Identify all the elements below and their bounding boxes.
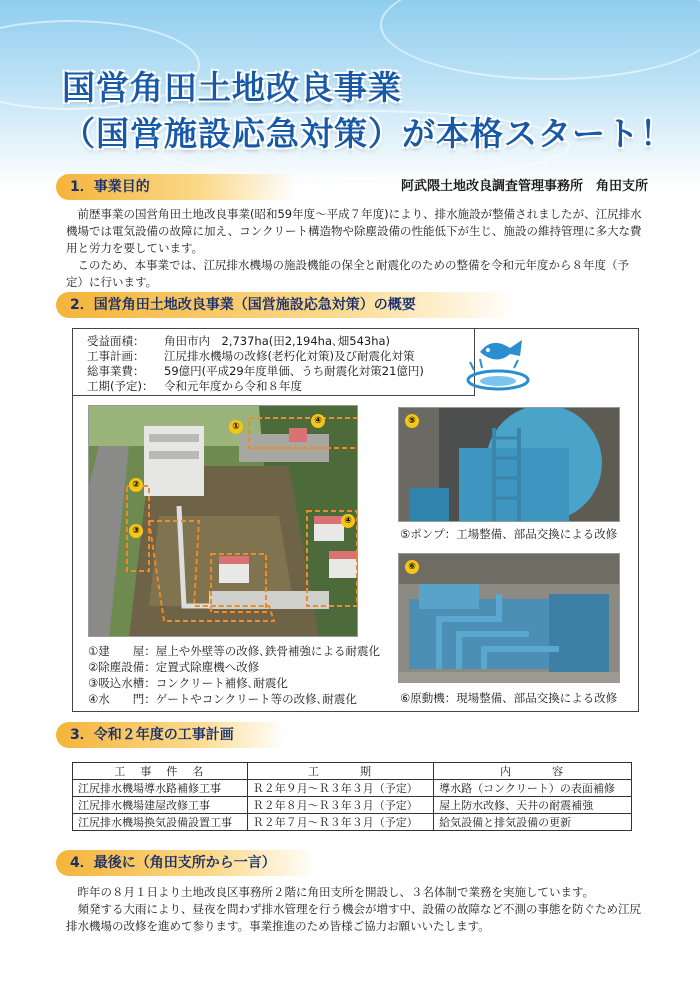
title-line-1: 国営角田土地改良事業 — [62, 68, 402, 107]
column-header-name: 工 事 件 名 — [73, 763, 248, 780]
badge-4b: ④ — [341, 514, 355, 528]
cell-period: Ｒ２年７月～Ｒ３年３月（予定） — [247, 814, 433, 831]
badge-3: ③ — [129, 524, 143, 538]
legend-dust-removal: ②除塵設備：定置式除塵機へ改修 — [88, 660, 260, 674]
info-row-period: 工期(予定)： 令和元年度から令和８年度 — [87, 379, 302, 393]
table-row — [73, 780, 632, 797]
table-row — [73, 797, 632, 814]
badge-2: ② — [129, 478, 143, 492]
section4-body — [66, 884, 646, 935]
section3-heading: 3．令和２年度の工事計画 — [56, 722, 286, 748]
work-plan-table — [72, 762, 632, 831]
section1-paragraph-2: このため、本事業では、江尻排水機場の施設機能の保全と耐震化のための整備を令和元年度から８年度（予定）に行います。 — [66, 258, 630, 289]
fish-splash-icon — [462, 330, 532, 392]
table-row — [73, 814, 632, 831]
cell-name: 江尻排水機場建屋改修工事 — [73, 797, 248, 814]
pump-photo — [398, 407, 620, 522]
info-row-area: 受益面積： 角田市内 2,737ha(田2,194ha､畑543ha) — [87, 334, 391, 348]
column-header-period: 工 期 — [247, 763, 433, 780]
cell-content: 給気設備と排気設備の更新 — [434, 814, 632, 831]
section1-body — [66, 206, 646, 291]
badge-5: ⑤ — [405, 414, 419, 428]
legend-building: ①建 屋：屋上や外壁等の改修､鉄骨補強による耐震化 — [88, 644, 381, 658]
info-row-plan: 工事計画： 江尻排水機場の改修(老朽化対策)及び耐震化対策 — [87, 349, 415, 363]
cell-period: Ｒ２年９月～Ｒ３年３月（予定） — [247, 780, 433, 797]
aerial-photo-pumping-station — [88, 405, 358, 637]
project-info-box — [72, 328, 475, 396]
cell-period: Ｒ２年８月～Ｒ３年３月（予定） — [247, 797, 433, 814]
badge-1: ① — [229, 420, 243, 434]
section1-paragraph-1: 前歴事業の国営角田土地改良事業(昭和59年度～平成７年度)により、排水施設が整備されましたが、江尻排水機場では電気設備の故障に加え、コンクリート構造物や除塵設備の性能低下が生じ、施設の維持管理に多大な費用と労力を要しています。 — [66, 207, 642, 255]
badge-6: ⑥ — [405, 560, 419, 574]
cell-content: 導水路（コンクリート）の表面補修 — [434, 780, 632, 797]
cell-content: 屋上防水改修、天井の耐震補強 — [434, 797, 632, 814]
info-row-cost: 総事業費： 59億円(平成29年度単価、うち耐震化対策21億円) — [87, 364, 424, 378]
badge-4a: ④ — [311, 414, 325, 428]
section4-paragraph-1: 昨年の８月１日より土地改良区事務所２階に角田支所を開設し、３名体制で業務を実施しています。 — [77, 885, 595, 899]
legend-intake-tank: ③吸込水槽：コンクリート補修､耐震化 — [88, 676, 288, 690]
caption-pump: ⑤ポンプ：工場整備、部品交換による改修 — [400, 527, 618, 541]
office-name: 阿武隈土地改良調査管理事務所 角田支所 — [400, 179, 648, 194]
column-header-content: 内 容 — [434, 763, 632, 780]
water-ripple — [380, 0, 700, 80]
section1-heading: 1．事業目的 — [56, 174, 296, 200]
engine-photo — [398, 553, 620, 683]
section2-heading: 2．国営角田土地改良事業（国営施設応急対策）の概要 — [56, 292, 516, 318]
cell-name: 江尻排水機場換気設備設置工事 — [73, 814, 248, 831]
title-line-2: （国営施設応急対策）が本格スタート！ — [62, 114, 674, 153]
caption-engine: ⑥原動機：現場整備、部品交換による改修 — [400, 691, 618, 705]
section4-paragraph-2: 頻発する大雨により、昼夜を問わず排水管理を行う機会が増す中、設備の故障など不測の事態を防ぐため江尻排水機場の改修を進めて参ります。事業推進のため皆様ご協力お願いいたします。 — [66, 902, 641, 933]
legend-sluice-gate: ④水 門：ゲートやコンクリート等の改修､耐震化 — [88, 692, 357, 706]
table-header-row — [73, 763, 632, 780]
cell-name: 江尻排水機場導水路補修工事 — [73, 780, 248, 797]
section4-heading: 4．最後に（角田支所から一言） — [56, 850, 316, 876]
